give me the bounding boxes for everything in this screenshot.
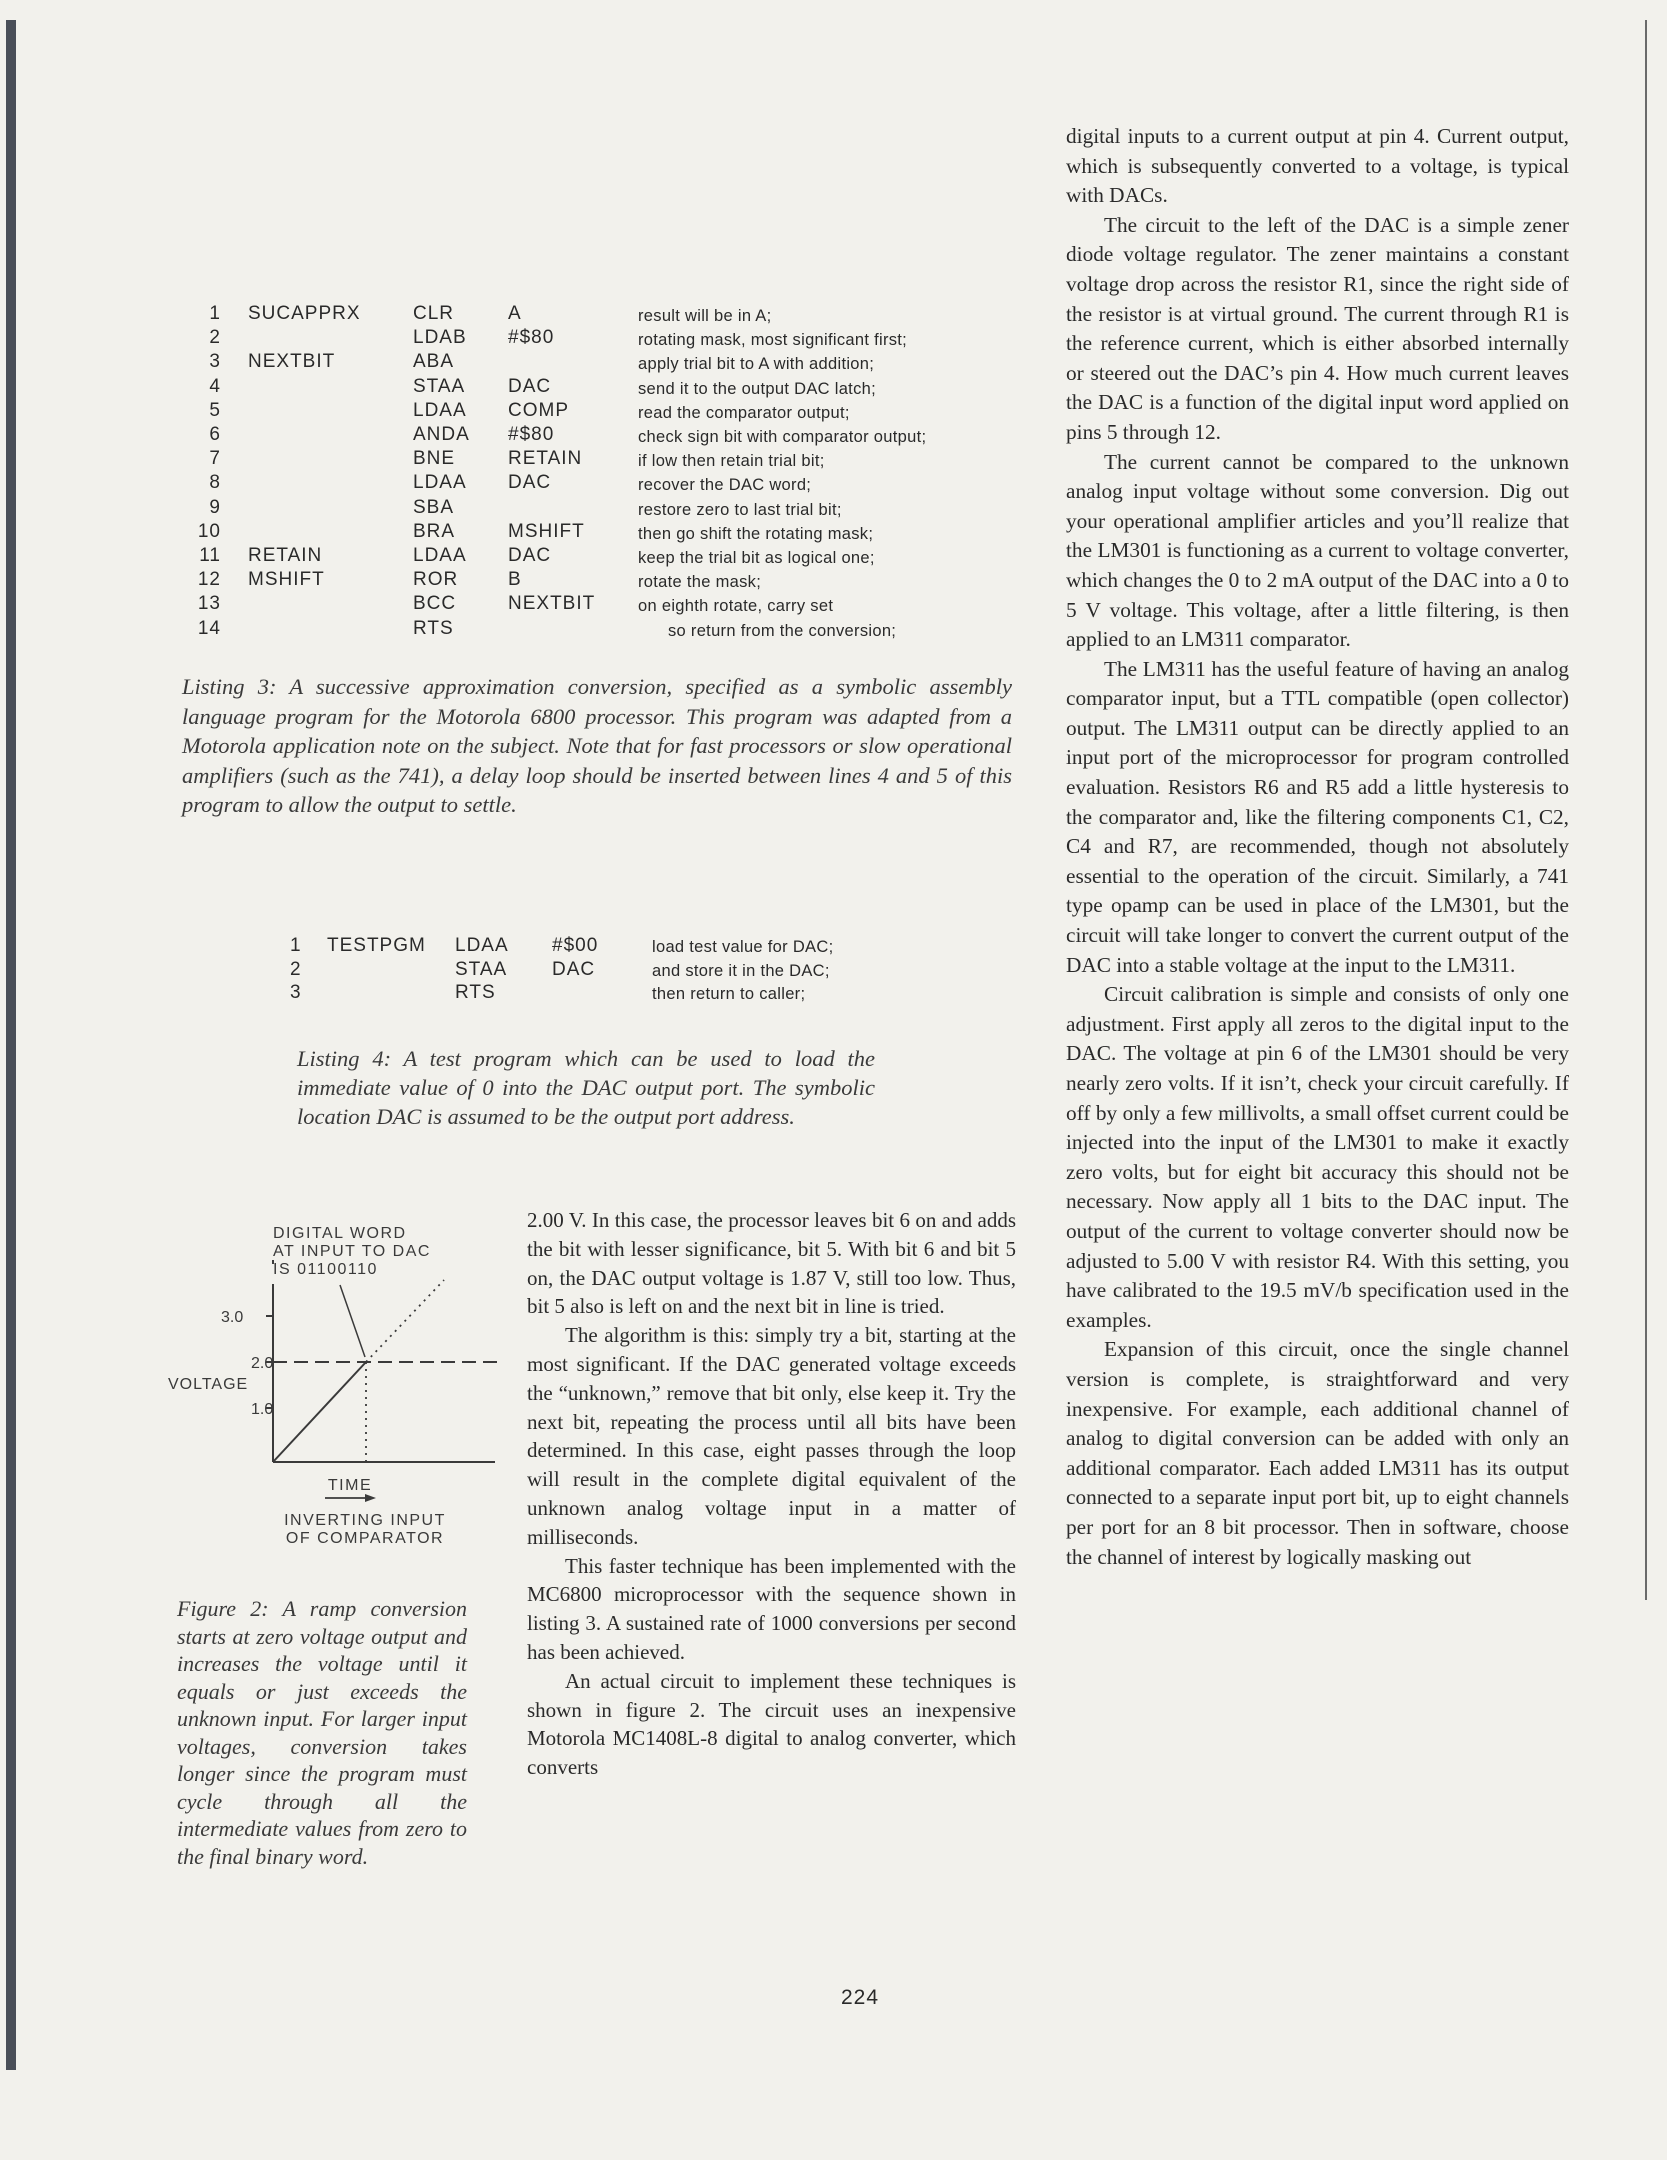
line-number: 3 (290, 982, 301, 1003)
operand: A (508, 303, 522, 324)
opcode: ROR (413, 569, 459, 591)
inverting-input-label-1: INVERTING INPUT (284, 1512, 446, 1529)
line-number: 4 (209, 375, 221, 397)
opcode: LDAB (413, 327, 467, 349)
time-axis-label: TIME (327, 1477, 373, 1494)
code-comment: recover the DAC word; (638, 476, 812, 495)
opcode: ANDA (413, 424, 470, 445)
opcode: LDAA (413, 545, 467, 566)
figure-2-ramp-graph (160, 1220, 520, 1560)
line-number: 13 (197, 593, 221, 615)
operand: #$80 (508, 327, 555, 349)
middle-paragraph: This faster technique has been implemented with the MC6800 microprocessor with the sequence shown in listing 3. A sustained rate of 1000 conversions per second has been achieved. (527, 1553, 1016, 1664)
operand: DAC (508, 545, 552, 566)
right-paragraph: The LM311 has the useful feature of having an analog comparator input, but a TTL compatible (open collector) output. The LM311 output can be directly applied to an input port of the microprocessor for program controlled evaluation. Resistors R6 and R5 add a little hysteresis to the comparator and, like the filtering components C1, C2, C4 and R7, are recommended, though not absolutely essential to the operation of the circuit. Similarly, a 741 type opamp can be used in place of the LM301, but the circuit will take longer to convert the current output of the DAC into a stable voltage at the input to the LM311. (1066, 656, 1569, 977)
line-number: 1 (209, 303, 221, 324)
code-comment: load test value for DAC; (652, 938, 834, 956)
code-comment: if low then retain trial bit; (638, 452, 825, 471)
line-number: 5 (209, 399, 221, 421)
code-comment: on eighth rotate, carry set (638, 597, 834, 616)
code-comment: and store it in the DAC; (652, 961, 830, 980)
line-number: 7 (209, 448, 221, 470)
line-number: 8 (209, 472, 221, 494)
operand: DAC (508, 472, 552, 494)
operand: #$00 (552, 935, 599, 956)
code-label: RETAIN (248, 545, 323, 566)
opcode: LDAA (413, 472, 467, 494)
operand: NEXTBIT (508, 593, 596, 615)
opcode: ABA (413, 351, 455, 373)
code-comment: rotate the mask; (638, 573, 762, 592)
opcode: SBA (413, 496, 455, 518)
middle-column (527, 1206, 1016, 1782)
right-paragraph: digital inputs to a current output at pin 4. Current output, which is subsequently converted to a voltage, is typical with DACs. (1066, 124, 1569, 208)
inverting-input-label-2: OF COMPARATOR (285, 1530, 445, 1547)
line-number: 11 (199, 545, 221, 566)
code-label: MSHIFT (248, 569, 325, 591)
operand: MSHIFT (508, 520, 585, 542)
code-comment: read the comparator output; (638, 403, 850, 422)
middle-paragraph: 2.00 V. In this case, the processor leaves bit 6 on and adds the bit with lesser significance, bit 5. With bit 6 and bit 5 on, the DAC output voltage is 1.87 V, still too low. Thus, bit 5 also is left on and the next bit in line is tried. (527, 1208, 1016, 1319)
column-rule (1645, 20, 1647, 1600)
figure-2-caption: Figure 2: A ramp conversion starts at zero voltage output and increases the voltage until it equals or just exceeds the unknown input. For larger input voltages, conversion takes longer since the program must cycle through all the intermediate values from zero to the final binary word. (177, 1596, 467, 1869)
opcode: BNE (413, 448, 456, 470)
line-number: 2 (209, 327, 221, 349)
opcode: BCC (413, 593, 457, 615)
operand: #$80 (508, 424, 555, 445)
middle-paragraph: An actual circuit to implement these techniques is shown in figure 2. The circuit uses an inexpensive Motorola MC1408L-8 digital to analog converter, which converts (527, 1668, 1016, 1780)
code-comment: then go shift the rotating mask; (638, 524, 874, 543)
tick-label-3: 3.0 (221, 1309, 244, 1326)
opcode: RTS (455, 982, 496, 1003)
label-digital-word-2: AT INPUT TO DAC (273, 1243, 431, 1260)
line-number: 1 (290, 935, 301, 956)
listing-4-code (290, 935, 910, 1015)
line-number: 12 (197, 569, 221, 591)
tick-label-1: 1.0 (251, 1401, 274, 1418)
code-comment: check sign bit with comparator output; (638, 428, 927, 446)
line-number: 10 (197, 520, 221, 542)
opcode: RTS (413, 617, 454, 639)
opcode: STAA (455, 958, 508, 980)
code-comment: so return from the conversion; (668, 621, 897, 640)
right-column (1066, 122, 1569, 1572)
right-paragraph: Circuit calibration is simple and consists of only one adjustment. First apply all zeros to the digital input to the DAC. The voltage at pin 6 of the LM301 should be very nearly zero volts. If it isn’t, check your circuit carefully. If off by only a few millivolts, a small offset current could be injected into the input of the LM301 to make it exactly zero volts, but for eight bit accuracy this should not be necessary. Now apply all 1 bits to the DAC input. The output of the current to voltage converter should now be adjusted to 5.00 V with resistor R4. With this setting, you have calibrated to the 19.5 mV/b specification used in the examples. (1066, 982, 1569, 1332)
pointer-line (340, 1285, 365, 1357)
operand: B (508, 569, 522, 591)
code-comment: keep the trial bit as logical one; (638, 549, 875, 567)
code-comment: then return to caller; (652, 985, 806, 1003)
code-comment: restore zero to last trial bit; (638, 500, 842, 519)
code-label: NEXTBIT (248, 351, 336, 373)
code-label: TESTPGM (327, 935, 426, 956)
opcode: CLR (413, 303, 455, 324)
ramp-line (273, 1362, 366, 1462)
ramp-continuation (366, 1280, 444, 1362)
listing-4-caption: Listing 4: A test program which can be used to load the immediate value of 0 into the DAC output port. The symbolic location DAC is assumed to be the output port address. (297, 1046, 875, 1129)
right-paragraph: Expansion of this circuit, once the single channel version is complete, is straightforward and very inexpensive. For example, each additional channel of analog to digital conversion can be added with only an additional comparator. Each added LM311 has its output connected to a separate input port bit, up to eight channels per port for an 8 bit processor. Then in software, choose the channel of interest by logically masking out (1066, 1337, 1569, 1569)
operand: DAC (508, 375, 552, 397)
right-paragraph: The current cannot be compared to the unknown analog input voltage without some conversion. Dig out your operational amplifier articles and you’ll realize that the LM301 is functioning as a current to voltage converter, which changes the 0 to 2 mA output of the DAC into a 0 to 5 V voltage. This voltage, after a little filtering, is then applied to an LM311 comparator. (1066, 449, 1569, 652)
listing-3-caption: Listing 3: A successive approximation conversion, specified as a symbolic assembly language program for the Motorola 6800 processor. This program was adapted from a Motorola application note on the subject. Note that for fast processors or slow operational amplifiers (such as the 741), a delay loop should be inserted between lines 4 and 5 of this program to allow the output to settle. (182, 674, 1012, 817)
line-number: 14 (197, 617, 221, 639)
ramp-graph-svg (160, 1220, 520, 1560)
code-comment: send it to the output DAC latch; (638, 379, 876, 398)
tick-label-2: 2.0 (251, 1355, 274, 1372)
operand: COMP (508, 399, 569, 421)
opcode: LDAA (455, 935, 509, 956)
line-number: 6 (209, 424, 221, 445)
opcode: STAA (413, 375, 466, 397)
page-number: 224 (840, 1986, 880, 2009)
voltage-axis-label: VOLTAGE (168, 1376, 249, 1393)
middle-paragraph: The algorithm is this: simply try a bit, starting at the most significant. If the DAC generated voltage exceeds the “unknown,” remove that bit only, else keep it. Try the next bit, repeating the process until all bits have been determined. In this case, eight passes through the loop will result in the complete digital equivalent of the unknown analog voltage input in a matter of milliseconds. (527, 1323, 1016, 1549)
opcode: BRA (413, 520, 456, 542)
right-paragraph: The circuit to the left of the DAC is a simple zener diode voltage regulator. The zener maintains a constant voltage drop across the resistor R1, since the right side of the resistor is at virtual ground. The current through R1 is the reference current, which is either absorbed internally or steered out the DAC’s pin 4. How much current leaves the DAC is a function of the digital input word applied on pins 5 through 12. (1066, 212, 1569, 444)
listing-3-code (185, 303, 1025, 643)
code-label: SUCAPPRX (248, 303, 361, 324)
label-digital-word-3: IS 01100110 (273, 1261, 378, 1278)
code-comment: apply trial bit to A with addition; (638, 355, 875, 374)
page-edge-bar (6, 20, 16, 2070)
opcode: LDAA (413, 399, 467, 421)
line-number: 3 (209, 351, 221, 373)
code-comment: rotating mask, most significant first; (638, 331, 908, 350)
line-number: 9 (209, 496, 221, 518)
code-comment: result will be in A; (638, 307, 772, 325)
operand: DAC (552, 958, 596, 980)
line-number: 2 (290, 958, 301, 980)
time-arrow-head (365, 1494, 376, 1502)
operand: RETAIN (508, 448, 583, 470)
label-digital-word-1: DIGITAL WORD (273, 1225, 407, 1242)
